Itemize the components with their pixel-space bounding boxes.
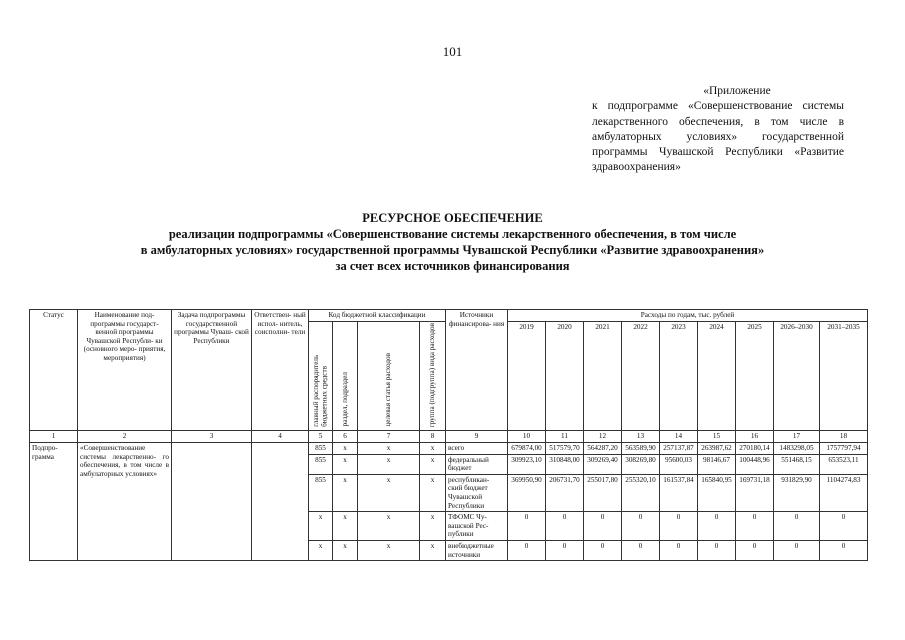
- value-cell: 0: [660, 512, 698, 541]
- column-number: 17: [774, 431, 820, 443]
- value-cell: 255320,10: [622, 474, 660, 511]
- value-cell: 0: [698, 512, 736, 541]
- value-cell: 0: [820, 512, 868, 541]
- header-expenses: Расходы по годам, тыс. рублей: [508, 310, 868, 322]
- code-cell: 855: [309, 443, 333, 455]
- code-cell: x: [333, 443, 358, 455]
- column-number: 6: [333, 431, 358, 443]
- value-cell: 206731,70: [546, 474, 584, 511]
- column-number: 10: [508, 431, 546, 443]
- header-year: 2025: [736, 321, 774, 431]
- code-cell: x: [358, 540, 420, 560]
- header-section: раздел, подраздел: [333, 321, 358, 431]
- column-number: 1: [30, 431, 78, 443]
- value-cell: 517579,70: [546, 443, 584, 455]
- header-year: 2023: [660, 321, 698, 431]
- header-budget-code: Код бюджетной классификации: [309, 310, 446, 322]
- task-cell: [172, 443, 252, 561]
- value-cell: 931829,90: [774, 474, 820, 511]
- title-line-4: за счет всех источников финансирования: [335, 259, 570, 273]
- value-cell: 0: [736, 512, 774, 541]
- header-responsible: Ответствен- ный испол- нитель, соисполни- тели: [252, 310, 309, 431]
- title-line-3: в амбулаторных условиях» государственной программы Чувашской Республики «Развитие здравоохранения»: [140, 243, 765, 257]
- header-task: Задача подпрограммы государственной программы Чуваш- ской Республики: [172, 310, 252, 431]
- value-cell: 309923,10: [508, 454, 546, 474]
- header-year: 2026–2030: [774, 321, 820, 431]
- code-cell: x: [309, 512, 333, 541]
- code-cell: x: [333, 540, 358, 560]
- source-cell: внебюджетные источники: [446, 540, 508, 560]
- annex-block: [592, 84, 844, 176]
- value-cell: 165840,95: [698, 474, 736, 511]
- value-cell: 0: [622, 512, 660, 541]
- resource-table: [29, 309, 868, 561]
- source-cell: республикан- ский бюджет Чувашской Республики: [446, 474, 508, 511]
- annex-title: «Приложение: [703, 85, 771, 97]
- column-number: 11: [546, 431, 584, 443]
- value-cell: 563589,90: [622, 443, 660, 455]
- header-year: 2031–2035: [820, 321, 868, 431]
- source-cell: всего: [446, 443, 508, 455]
- value-cell: 308269,80: [622, 454, 660, 474]
- source-cell: федеральный бюджет: [446, 454, 508, 474]
- code-cell: x: [420, 540, 446, 560]
- value-cell: 0: [774, 512, 820, 541]
- value-cell: 0: [820, 540, 868, 560]
- value-cell: 551468,15: [774, 454, 820, 474]
- title-line-1: РЕСУРСНОЕ ОБЕСПЕЧЕНИЕ: [362, 211, 543, 225]
- code-cell: x: [358, 443, 420, 455]
- page-number: 101: [442, 44, 463, 59]
- column-number: 14: [660, 431, 698, 443]
- header-name: Наименование под- программы государст- венной программы Чувашской Республи- ки (основного меро- приятия, мероприятия): [78, 310, 172, 431]
- column-number: 7: [358, 431, 420, 443]
- value-cell: 369950,90: [508, 474, 546, 511]
- value-cell: 1757797,94: [820, 443, 868, 455]
- value-cell: 0: [546, 540, 584, 560]
- value-cell: 255017,80: [584, 474, 622, 511]
- code-cell: 855: [309, 474, 333, 511]
- header-target: целевая статья расходов: [358, 321, 420, 431]
- table-row: [30, 443, 868, 455]
- header-year: 2024: [698, 321, 736, 431]
- header-group: группа (подгруппа) вида расходов: [420, 321, 446, 431]
- code-cell: x: [358, 454, 420, 474]
- code-cell: x: [420, 474, 446, 511]
- column-number: 18: [820, 431, 868, 443]
- code-cell: x: [358, 512, 420, 541]
- column-number: 8: [420, 431, 446, 443]
- value-cell: 98146,67: [698, 454, 736, 474]
- header-year: 2019: [508, 321, 546, 431]
- header-grbs: главный распорядитель бюджетных средств: [309, 321, 333, 431]
- column-number: 13: [622, 431, 660, 443]
- value-cell: 310848,00: [546, 454, 584, 474]
- code-cell: x: [333, 512, 358, 541]
- value-cell: 653523,11: [820, 454, 868, 474]
- column-number: 2: [78, 431, 172, 443]
- column-number-row: [30, 431, 868, 443]
- value-cell: 564287,20: [584, 443, 622, 455]
- code-cell: x: [420, 512, 446, 541]
- value-cell: 0: [508, 540, 546, 560]
- value-cell: 0: [584, 512, 622, 541]
- annex-text: к подпрограмме «Совершенствование системы лекарственного обеспечения, в том числе в амбулаторных условиях» государственной программы Чувашской Республики «Развитие здравоохранения»: [592, 100, 844, 174]
- value-cell: 309269,40: [584, 454, 622, 474]
- value-cell: 0: [622, 540, 660, 560]
- value-cell: 679874,00: [508, 443, 546, 455]
- header-sources: Источники финансирова- ния: [446, 310, 508, 431]
- column-number: 5: [309, 431, 333, 443]
- value-cell: 270180,14: [736, 443, 774, 455]
- value-cell: 1483298,05: [774, 443, 820, 455]
- source-cell: ТФОМС Чу- вашской Рес- публики: [446, 512, 508, 541]
- column-number: 12: [584, 431, 622, 443]
- code-cell: 855: [309, 454, 333, 474]
- value-cell: 0: [660, 540, 698, 560]
- program-name-cell: «Совершенствование системы лекарственно- го обеспечения, в том числе в амбулаторных условиях»: [78, 443, 172, 561]
- column-number: 16: [736, 431, 774, 443]
- code-cell: x: [358, 474, 420, 511]
- column-number: 3: [172, 431, 252, 443]
- value-cell: 0: [736, 540, 774, 560]
- status-cell: Подпро- грамма: [30, 443, 78, 561]
- value-cell: 257137,87: [660, 443, 698, 455]
- value-cell: 263987,62: [698, 443, 736, 455]
- value-cell: 1104274,83: [820, 474, 868, 511]
- value-cell: 0: [698, 540, 736, 560]
- value-cell: 0: [584, 540, 622, 560]
- value-cell: 0: [508, 512, 546, 541]
- column-number: 15: [698, 431, 736, 443]
- value-cell: 0: [774, 540, 820, 560]
- code-cell: x: [309, 540, 333, 560]
- code-cell: x: [333, 474, 358, 511]
- column-number: 4: [252, 431, 309, 443]
- responsible-cell: [252, 443, 309, 561]
- header-status: Статус: [30, 310, 78, 431]
- value-cell: 169731,18: [736, 474, 774, 511]
- code-cell: x: [420, 454, 446, 474]
- document-title: [0, 210, 905, 274]
- header-year: 2021: [584, 321, 622, 431]
- title-line-2: реализации подпрограммы «Совершенствование системы лекарственного обеспечения, в том числе: [168, 227, 737, 241]
- header-year: 2022: [622, 321, 660, 431]
- value-cell: 0: [546, 512, 584, 541]
- code-cell: x: [420, 443, 446, 455]
- code-cell: x: [333, 454, 358, 474]
- value-cell: 95600,03: [660, 454, 698, 474]
- column-number: 9: [446, 431, 508, 443]
- value-cell: 100448,96: [736, 454, 774, 474]
- header-year: 2020: [546, 321, 584, 431]
- value-cell: 161537,84: [660, 474, 698, 511]
